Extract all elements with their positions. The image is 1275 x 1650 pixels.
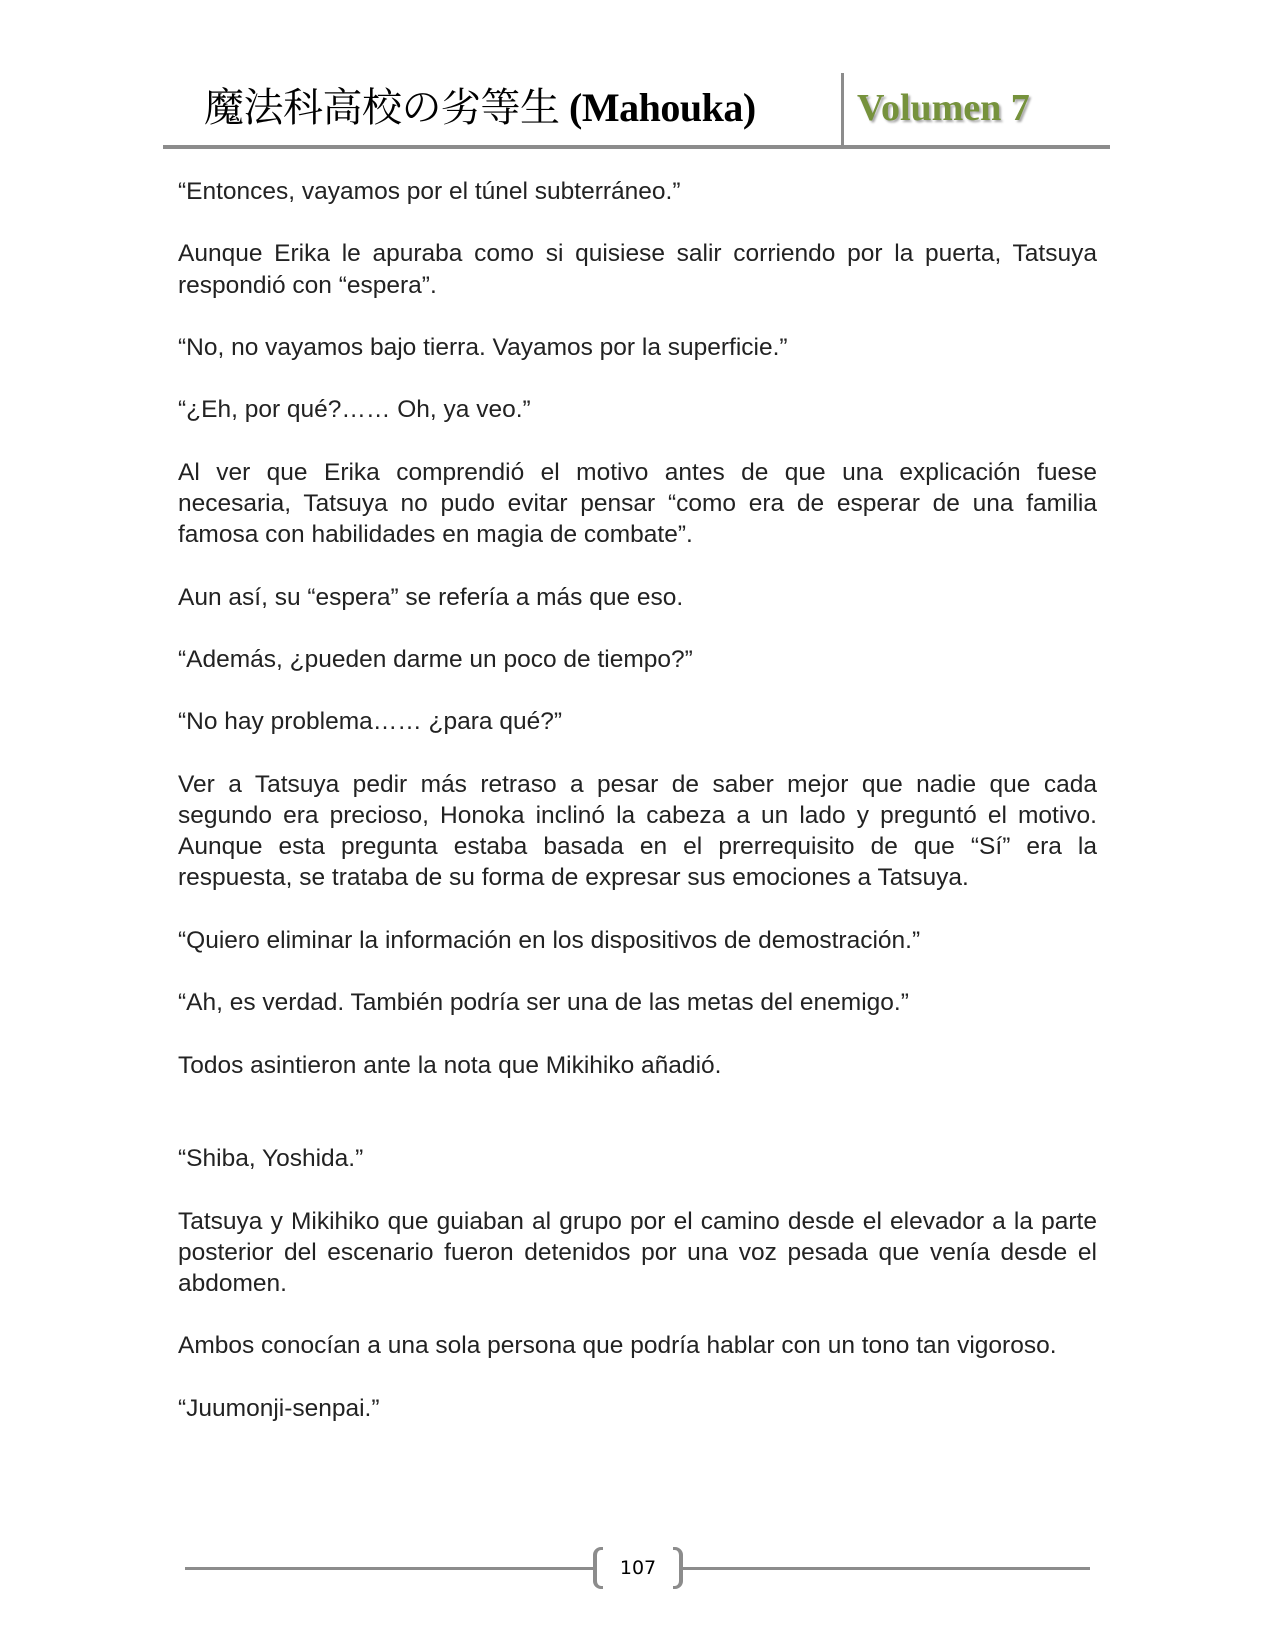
page-number: 107	[619, 1557, 657, 1579]
book-title-japanese: 魔法科高校の劣等生	[204, 85, 560, 130]
header-divider	[841, 73, 844, 149]
paragraph: Ambos conocían a una sola persona que podría hablar con un tono tan vigoroso.	[178, 1332, 1057, 1360]
footer-rule-left	[185, 1567, 595, 1570]
paragraph: Aunque Erika le apuraba como si quisiese salir corriendo por la puerta, Tatsuya respondió con “espera”.	[178, 240, 1097, 299]
book-title-latin: (Mahouka)	[569, 85, 756, 130]
paragraph: “Además, ¿pueden darme un poco de tiempo?”	[178, 645, 693, 673]
paragraph: “¿Eh, por qué?…… Oh, ya veo.”	[178, 396, 531, 424]
paragraph: Ver a Tatsuya pedir más retraso a pesar de saber mejor que nadie que cada segundo era precioso, Honoka inclinó la cabeza a un lado y preguntó el motivo. Aunque esta pregunta estaba basada en el prerrequisito de que “Sí” era la respuesta, se trataba de su forma de expresar sus emociones a Tatsuya.	[178, 770, 1097, 892]
volume-label: Volumen 7	[857, 87, 1030, 129]
paragraph: Tatsuya y Mikihiko que guiaban al grupo por el camino desde el elevador a la parte posterior del escenario fueron detenidos por una voz pesada que venía desde el abdomen.	[178, 1207, 1097, 1297]
paragraph: “No, no vayamos bajo tierra. Vayamos por la superficie.”	[178, 333, 788, 361]
paragraph: “Ah, es verdad. También podría ser una de las metas del enemigo.”	[178, 989, 909, 1017]
paragraph: “Juumonji-senpai.”	[178, 1394, 380, 1422]
paragraph: Todos asintieron ante la nota que Mikihiko añadió.	[178, 1051, 722, 1079]
paragraph: “Quiero eliminar la información en los dispositivos de demostración.”	[178, 926, 921, 954]
book-title	[204, 78, 756, 138]
paragraph: “No hay problema…… ¿para qué?”	[178, 708, 563, 736]
header-rule	[163, 145, 1110, 149]
paragraph: “Entonces, vayamos por el túnel subterráneo.”	[178, 178, 681, 205]
footer-rule-right	[680, 1567, 1090, 1570]
body-text	[178, 176, 1097, 1455]
paragraph: Aun así, su “espera” se refería a más que eso.	[178, 583, 684, 611]
paragraph: Al ver que Erika comprendió el motivo antes de que una explicación fuese necesaria, Tatsuya no pudo evitar pensar “como era de esperar de una familia famosa con habilidades en magia de combate”.	[178, 458, 1097, 549]
left-bracket-icon	[593, 1547, 603, 1589]
paragraph: “Shiba, Yoshida.”	[178, 1145, 364, 1173]
